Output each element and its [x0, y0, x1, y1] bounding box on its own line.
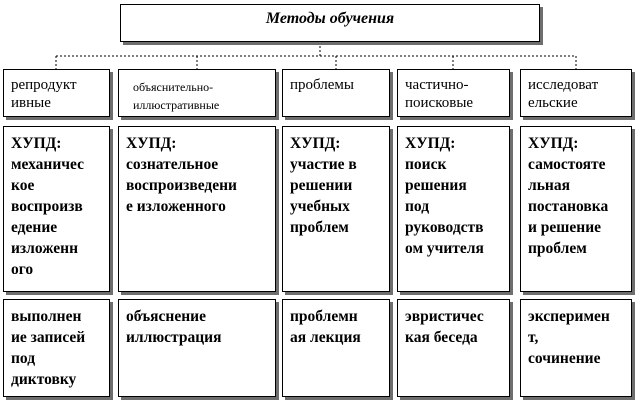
description-text: ХУПД: механичес кое воспроизв едение изложенн ого: [11, 135, 84, 278]
method-box-problem: [282, 69, 390, 117]
method-label: частично- поисковые: [405, 77, 474, 111]
diagram-title-box: [120, 4, 540, 42]
method-box-explanatory: [118, 69, 276, 117]
description-box-research: [520, 126, 632, 292]
description-box-explanatory: [118, 126, 276, 292]
description-text: ХУПД: участие в решении учебных проблем: [290, 135, 357, 236]
description-text: ХУПД: самостояте льная постановка и решение проблем: [528, 135, 609, 257]
description-box-reproductive: [3, 126, 110, 292]
example-box-partial-search: [397, 299, 510, 397]
description-text: ХУПД: сознательное воспроизведени е изложенного: [126, 135, 237, 215]
method-box-partial-search: [397, 69, 510, 117]
example-text: проблемн ая лекция: [290, 308, 361, 346]
example-text: выполнен ие записей под диктовку: [11, 308, 86, 388]
description-text: ХУПД: поиск решения под руководств ом учителя: [405, 135, 484, 257]
example-box-explanatory: [118, 299, 276, 397]
method-label: проблемы: [290, 77, 354, 93]
method-box-research: [520, 69, 632, 117]
method-box-reproductive: [3, 69, 110, 117]
example-box-problem: [282, 299, 390, 397]
description-box-partial-search: [397, 126, 510, 292]
method-label: объяснительно- иллюстративные: [133, 80, 220, 112]
diagram-title: Методы обучения: [265, 10, 395, 27]
method-label: репродукт ивные: [11, 77, 77, 111]
example-box-research: [520, 299, 632, 397]
example-text: эксперимен т, сочинение: [528, 308, 610, 367]
example-text: объяснение иллюстрация: [126, 308, 222, 346]
description-box-problem: [282, 126, 390, 292]
method-label: исследоват ельские: [528, 77, 599, 111]
example-text: эвристичес кая беседа: [405, 308, 484, 346]
example-box-reproductive: [3, 299, 110, 397]
